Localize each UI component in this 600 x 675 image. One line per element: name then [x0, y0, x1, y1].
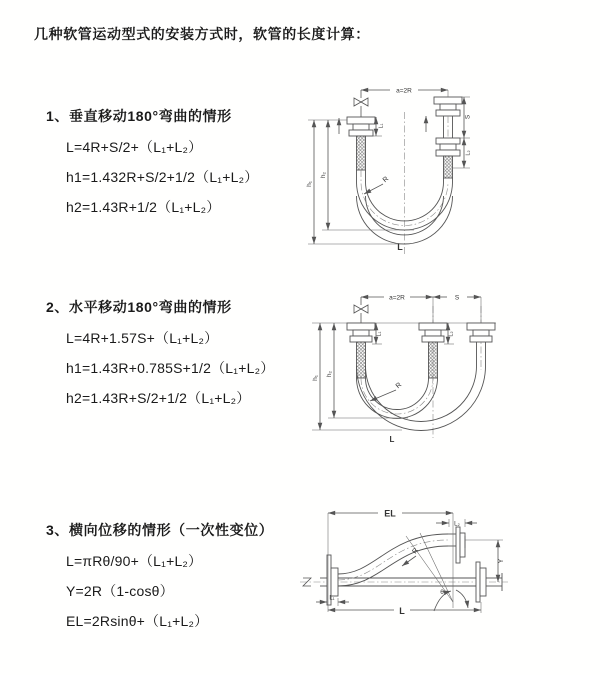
- middle-pipe-fitting: [419, 323, 447, 378]
- left-pipe-fitting: [347, 323, 375, 378]
- section-1: [46, 106, 326, 222]
- dim-label-l1: L₁: [329, 595, 335, 602]
- braided-hose-section: [357, 136, 366, 170]
- dim-label-s: S: [464, 114, 472, 120]
- formula-line: L=πRθ/90+（L₁+L₂）: [66, 553, 203, 569]
- section-3-heading: 3、横向位移的情形（一次性变位）: [46, 522, 274, 538]
- formula-line: h1=1.43R+0.785S+1/2（L₁+L₂）: [66, 360, 275, 376]
- section-1-heading: 1、垂直移动180°弯曲的情形: [46, 108, 232, 124]
- diagram-vertical-180-bend: [306, 72, 596, 257]
- formula-line: L=4R+1.57S+（L₁+L₂）: [66, 330, 219, 346]
- dim-label-h2: h₂: [326, 370, 333, 378]
- dim-label-a2r: a=2R: [389, 294, 405, 302]
- upper-flange: [456, 527, 465, 563]
- braided-hose-section: [429, 342, 438, 378]
- left-pipe-fitting: [347, 117, 375, 170]
- dimension-lines: [316, 513, 503, 613]
- formula-line: L=4R+S/2+（L₁+L₂）: [66, 139, 203, 155]
- dim-label-l1: L₁: [378, 123, 385, 129]
- formula-line: EL=2Rsinθ+（L₁+L₂）: [66, 613, 209, 629]
- formula-line: h1=1.432R+S/2+1/2（L₁+L₂）: [66, 169, 259, 185]
- dim-label-r: R: [381, 175, 391, 185]
- formula-line: h2=1.43R+1/2（L₁+L₂）: [66, 199, 221, 215]
- dim-label-y: Y: [498, 558, 505, 564]
- dim-label-r: R: [394, 381, 404, 391]
- valve-icon: [354, 297, 368, 323]
- right-pipe-fitting: [467, 323, 495, 342]
- dim-label-theta: θ: [440, 589, 444, 596]
- dim-label-l2: L₂: [454, 521, 460, 528]
- braided-hose-section: [357, 342, 366, 378]
- right-pipe-fitting: [434, 97, 462, 178]
- section-2-heading: 2、水平移动180°弯曲的情形: [46, 299, 232, 315]
- dim-label-l1: L₁: [376, 331, 383, 337]
- page-title: 几种软管运动型式的安装方式时，软管的长度计算：: [34, 26, 370, 42]
- diagram-lateral-displacement: [298, 500, 598, 650]
- valve-icon: [354, 90, 368, 117]
- dim-label-l: L: [397, 242, 403, 252]
- dim-label-a2r: a=2R: [396, 87, 412, 95]
- dimension-lines: [312, 294, 481, 430]
- formula-line: h2=1.43R+S/2+1/2（L₁+L₂）: [66, 390, 251, 406]
- dim-label-l2: L₂: [465, 150, 472, 156]
- dim-label-h1: h₁: [312, 375, 319, 381]
- dim-label-h1: h₁: [306, 181, 313, 187]
- dim-label-l: L: [399, 606, 405, 616]
- dim-label-l2: L₂: [448, 331, 455, 337]
- section-2: [46, 297, 326, 413]
- dim-label-r: R: [411, 547, 421, 556]
- hose-u-bend: [357, 342, 486, 431]
- dim-label-h2: h₂: [320, 171, 327, 179]
- dim-label-el: EL: [384, 508, 396, 519]
- dim-label-l: L: [389, 435, 395, 444]
- diagram-horizontal-180-bend: [310, 278, 600, 458]
- formula-line: Y=2R（1-cosθ）: [66, 583, 174, 599]
- section-3: [46, 520, 326, 636]
- dim-label-s: S: [454, 294, 460, 302]
- braided-hose-section: [444, 156, 453, 178]
